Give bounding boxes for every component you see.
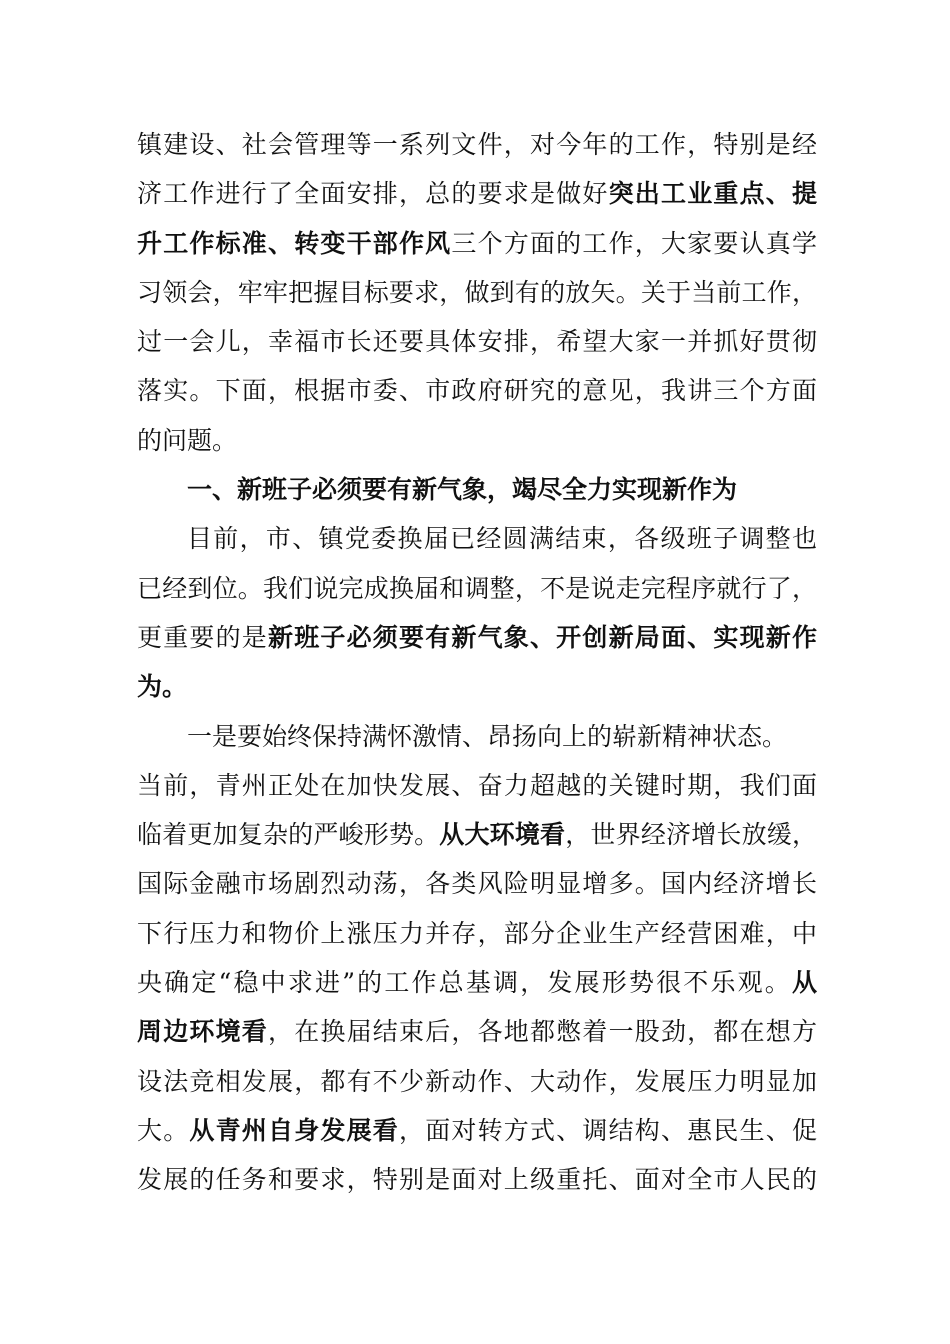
text-run: 落实。下面，根据市委、市政府研究的意见，我讲三个方面 — [137, 376, 817, 406]
paragraph-line — [137, 712, 817, 761]
bold-emphasis: 新班子必须要有新气象、开创新局面、实现新作 — [268, 622, 817, 652]
text-run: ，面对转方式、调结构、惠民生、促 — [399, 1115, 817, 1145]
paragraph-line — [137, 859, 817, 908]
text-run: 发展的任务和要求，特别是面对上级重托、面对全市人民的 — [137, 1165, 817, 1195]
text-run: 三个方面的工作，大家要认真学 — [451, 228, 817, 258]
text-run: 过一会儿，幸福市长还要具体安排，希望大家一并抓好贯彻 — [137, 327, 817, 357]
paragraph-line — [137, 909, 817, 958]
bold-emphasis: 从大环境看 — [439, 820, 566, 850]
bold-emphasis: 周边环境看 — [137, 1017, 268, 1047]
text-run: 一是要始终保持满怀激情、昂扬向上的崭新精神状态。 — [187, 721, 788, 751]
text-run: 的问题。 — [137, 425, 238, 455]
text-run: 设法竞相发展，都有不少新动作、大动作，发展压力明显加 — [137, 1066, 817, 1096]
paragraph-line — [137, 514, 817, 563]
text-run: 大。 — [137, 1115, 190, 1145]
text-run: ，世界经济增长放缓， — [565, 820, 817, 850]
bold-emphasis: 突出工业重点、提 — [608, 179, 817, 209]
paragraph-line — [137, 1007, 817, 1056]
bold-emphasis: 从青州自身发展看 — [189, 1115, 399, 1145]
text-run: 临着更加复杂的严峻形势。 — [137, 820, 440, 850]
paragraph-line — [137, 958, 817, 1007]
paragraph-line — [137, 366, 817, 415]
text-run: 习领会，牢牢把握目标要求，做到有的放矢。关于当前工作， — [137, 277, 817, 307]
paragraph-line — [137, 613, 817, 662]
paragraph-line — [137, 662, 817, 711]
bold-emphasis: 升工作标准、转变干部作风 — [137, 228, 452, 258]
paragraph-line — [137, 1057, 817, 1106]
text-run: 镇建设、社会管理等一系列文件，对今年的工作，特别是经 — [137, 130, 817, 159]
paragraph-line — [137, 1155, 817, 1204]
paragraph-line — [137, 219, 817, 268]
paragraph-line — [137, 810, 817, 859]
body-text — [137, 120, 817, 1205]
paragraph-line — [137, 564, 817, 613]
text-run: 已经到位。我们说完成换届和调整，不是说走完程序就行了， — [137, 573, 817, 603]
paragraph-line — [137, 761, 817, 810]
text-run: 更重要的是 — [137, 622, 268, 652]
paragraph-line — [137, 317, 817, 366]
paragraph-line — [137, 416, 817, 465]
paragraph-line — [137, 120, 817, 169]
text-run: 下行压力和物价上涨压力并存，部分企业生产经营困难，中 — [137, 918, 817, 948]
text-run: ，在换届结束后，各地都憋着一股劲，都在想方 — [268, 1017, 817, 1047]
text-run: 目前，市、镇党委换届已经圆满结束，各级班子调整也 — [187, 524, 817, 554]
text-run: 国际金融市场剧烈动荡，各类风险明显增多。国内经济增长 — [137, 869, 817, 899]
bold-emphasis: 从 — [791, 968, 817, 998]
section-heading: 一、新班子必须要有新气象，竭尽全力实现新作为 — [187, 475, 738, 505]
paragraph-line — [137, 1106, 817, 1155]
paragraph-line — [137, 268, 817, 317]
text-run: 济工作进行了全面安排，总的要求是做好 — [137, 179, 609, 209]
text-run: 央确定“稳中求进”的工作总基调，发展形势很不乐观。 — [137, 968, 792, 998]
text-run: 当前，青州正处在加快发展、奋力超越的关键时期，我们面 — [137, 770, 817, 800]
bold-emphasis: 为。 — [137, 672, 188, 702]
paragraph-line — [137, 169, 817, 218]
